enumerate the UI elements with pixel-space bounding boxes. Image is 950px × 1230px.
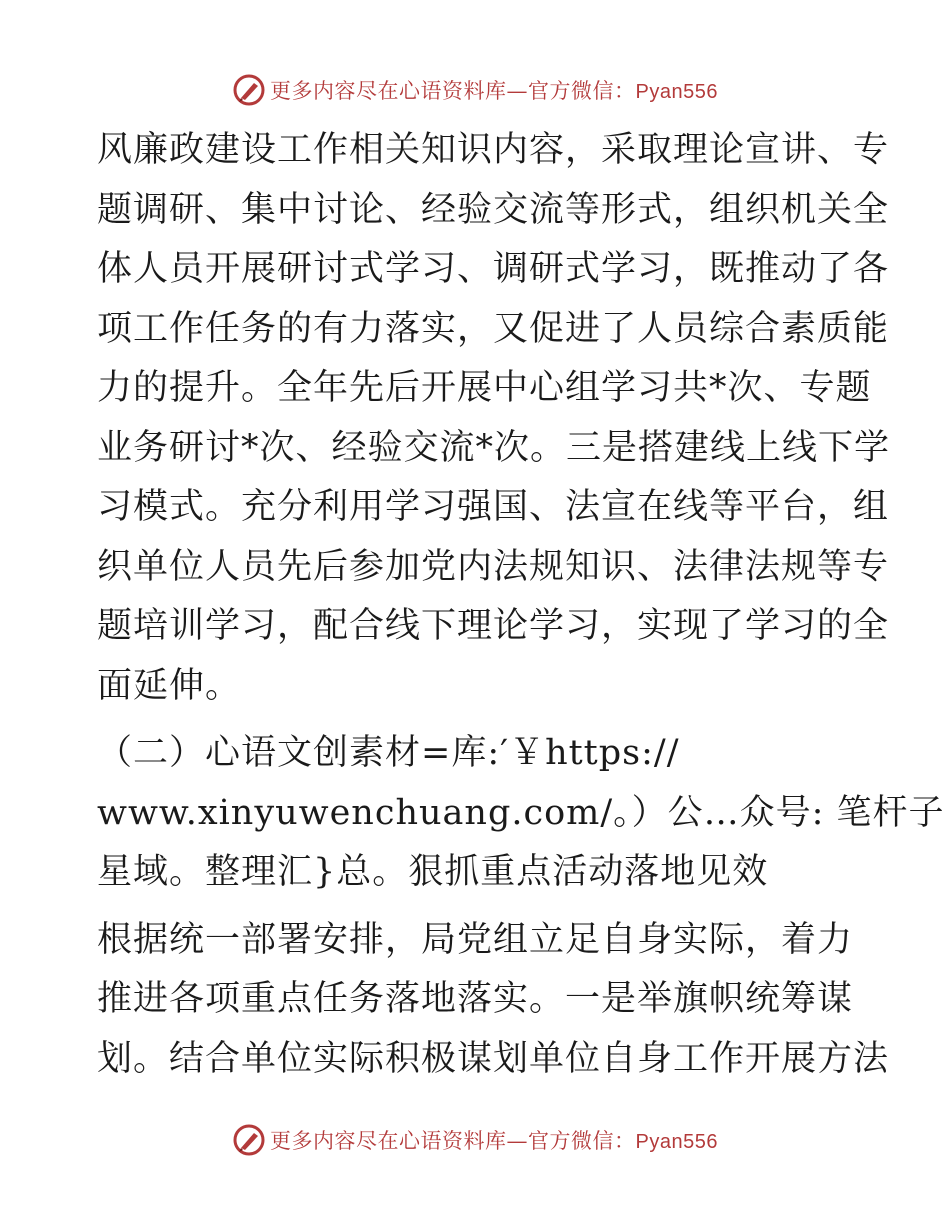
watermark-text: 更多内容尽在心语资料库—官方微信：Pyan556 <box>270 1129 718 1153</box>
text-line: 根据统一部署安排，局党组立足自身实际，着力 <box>97 919 854 960</box>
text-line: 题调研、集中讨论、经验交流等形式，组织机关全 <box>97 189 890 230</box>
paragraph-2-heading <box>97 724 945 903</box>
watermark-id: Pyan556 <box>635 81 718 103</box>
header-watermark <box>0 70 950 110</box>
footer-watermark <box>0 1120 950 1160</box>
watermark-text: 更多内容尽在心语资料库—官方微信：Pyan556 <box>270 79 718 103</box>
text-line: 业务研讨*次、经验交流*次。三是搭建线上线下学 <box>97 427 891 468</box>
pen-logo-icon <box>232 73 266 107</box>
text-line: 织单位人员先后参加党内法规知识、法律法规等专 <box>97 546 890 587</box>
heading-line: www.xinyuwenchuang.com/。）公…众号: 笔杆子 <box>97 792 945 833</box>
paragraph-3 <box>97 911 890 1090</box>
pen-logo-icon <box>232 1123 266 1157</box>
text-line: 项工作任务的有力落实，又促进了人员综合素质能 <box>97 308 890 349</box>
heading-line: （二）心语文创素材=库:′￥https:// <box>97 733 680 773</box>
text-line: 划。结合单位实际积极谋划单位自身工作开展方法 <box>97 1038 890 1079</box>
document-body <box>97 121 945 1089</box>
text-line: 习模式。充分利用学习强国、法宣在线等平台，组 <box>97 487 890 527</box>
heading-line: 星域。整理汇}总。狠抓重点活动落地见效 <box>97 852 769 892</box>
watermark-id: Pyan556 <box>635 1131 718 1153</box>
paragraph-1 <box>97 121 891 716</box>
text-line: 面延伸。 <box>97 665 242 706</box>
text-line: 风廉政建设工作相关知识内容，采取理论宣讲、专 <box>97 130 890 170</box>
text-line: 力的提升。全年先后开展中心组学习共*次、专题 <box>97 368 872 408</box>
text-line: 推进各项重点任务落地落实。一是举旗帜统筹谋 <box>97 979 854 1019</box>
text-line: 体人员开展研讨式学习、调研式学习，既推动了各 <box>97 249 890 289</box>
text-line: 题培训学习，配合线下理论学习，实现了学习的全 <box>97 606 890 646</box>
